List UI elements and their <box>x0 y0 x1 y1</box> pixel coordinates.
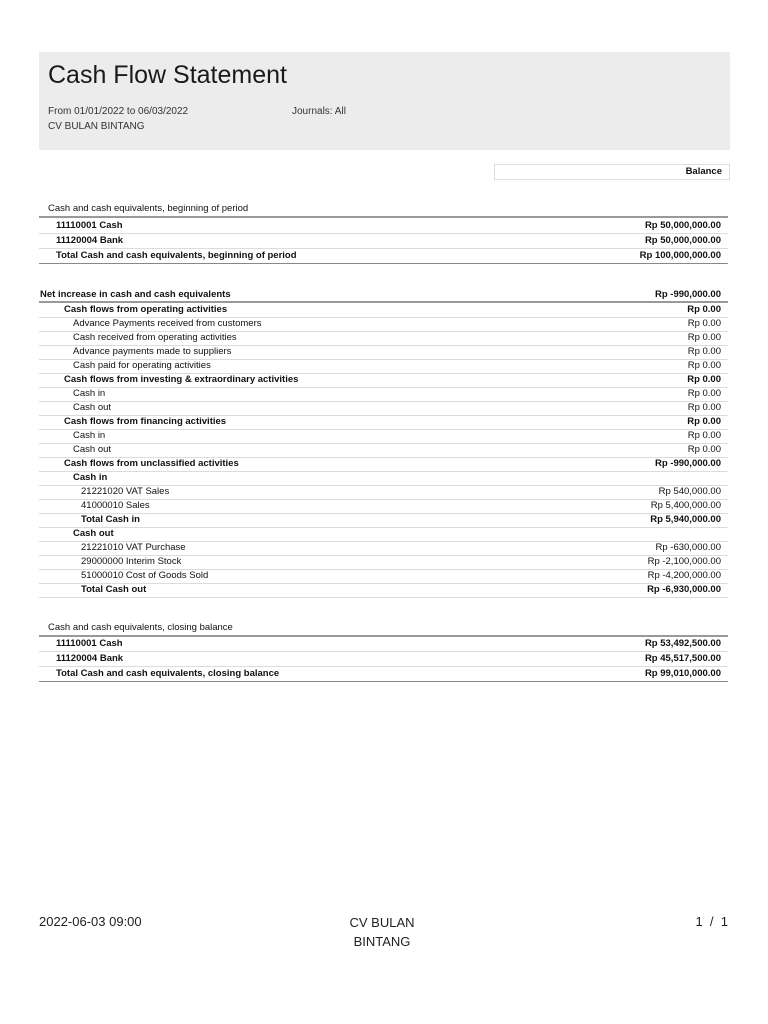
investing-header-row: Cash flows from investing & extraordinary activities Rp 0.00 <box>39 373 728 388</box>
footer-company-line2: BINTANG <box>353 934 411 949</box>
table-row: Advance Payments received from customers Rp 0.00 <box>39 317 728 332</box>
company-name: CV BULAN BINTANG <box>48 121 145 132</box>
table-row: 21221020 VAT Sales Rp 540,000.00 <box>39 485 728 500</box>
closing-section-title: Cash and cash equivalents, closing balance <box>48 622 233 633</box>
page-title: Cash Flow Statement <box>48 61 287 89</box>
closing-cash-row: 11110001 Cash Rp 53,492,500.00 <box>39 637 728 652</box>
opening-cash-row: 11110001 Cash Rp 50,000,000.00 <box>39 219 728 234</box>
closing-bank-row: 11120004 Bank Rp 45,517,500.00 <box>39 652 728 667</box>
operating-header-row: Cash flows from operating activities Rp 0.00 <box>39 303 728 318</box>
table-row: Cash in Rp 0.00 <box>39 429 728 444</box>
table-row: 21221010 VAT Purchase Rp -630,000.00 <box>39 541 728 556</box>
table-row: Cash received from operating activities Rp 0.00 <box>39 331 728 346</box>
closing-total-row: Total Cash and cash equivalents, closing balance Rp 99,010,000.00 <box>39 667 728 682</box>
balance-column-header: Balance <box>494 164 730 180</box>
footer-company <box>322 913 442 951</box>
opening-section-title: Cash and cash equivalents, beginning of period <box>48 203 249 214</box>
opening-bank-row: 11120004 Bank Rp 50,000,000.00 <box>39 234 728 249</box>
financing-header-row: Cash flows from financing activities Rp 0.00 <box>39 415 728 430</box>
net-increase-row: Net increase in cash and cash equivalents Rp -990,000.00 <box>39 288 728 303</box>
footer-company-line1: CV BULAN <box>349 915 415 930</box>
page-number: 1 / 1 <box>695 914 728 929</box>
table-row: Cash out Rp 0.00 <box>39 443 728 458</box>
total-cash-out-row: Total Cash out Rp -6,930,000.00 <box>39 583 728 598</box>
table-row: 41000010 Sales Rp 5,400,000.00 <box>39 499 728 514</box>
unclassified-header-row: Cash flows from unclassified activities Rp -990,000.00 <box>39 457 728 472</box>
table-row: 51000010 Cost of Goods Sold Rp -4,200,000.00 <box>39 569 728 584</box>
table-row: Cash paid for operating activities Rp 0.00 <box>39 359 728 374</box>
section-divider <box>39 202 728 218</box>
date-range: From 01/01/2022 to 06/03/2022 <box>48 106 189 117</box>
footer-timestamp: 2022-06-03 09:00 <box>39 914 142 929</box>
unclassified-cash-out-header: Cash out <box>39 527 728 542</box>
opening-total-row: Total Cash and cash equivalents, beginning of period Rp 100,000,000.00 <box>39 249 728 264</box>
report-header <box>39 52 730 150</box>
total-cash-in-row: Total Cash in Rp 5,940,000.00 <box>39 513 728 528</box>
table-row: Cash in Rp 0.00 <box>39 387 728 402</box>
table-row: Cash out Rp 0.00 <box>39 401 728 416</box>
table-row: 29000000 Interim Stock Rp -2,100,000.00 <box>39 555 728 570</box>
journals-filter: Journals: All <box>292 106 346 117</box>
section-divider <box>39 621 728 637</box>
unclassified-cash-in-header: Cash in <box>39 471 728 486</box>
table-row: Advance payments made to suppliers Rp 0.00 <box>39 345 728 360</box>
